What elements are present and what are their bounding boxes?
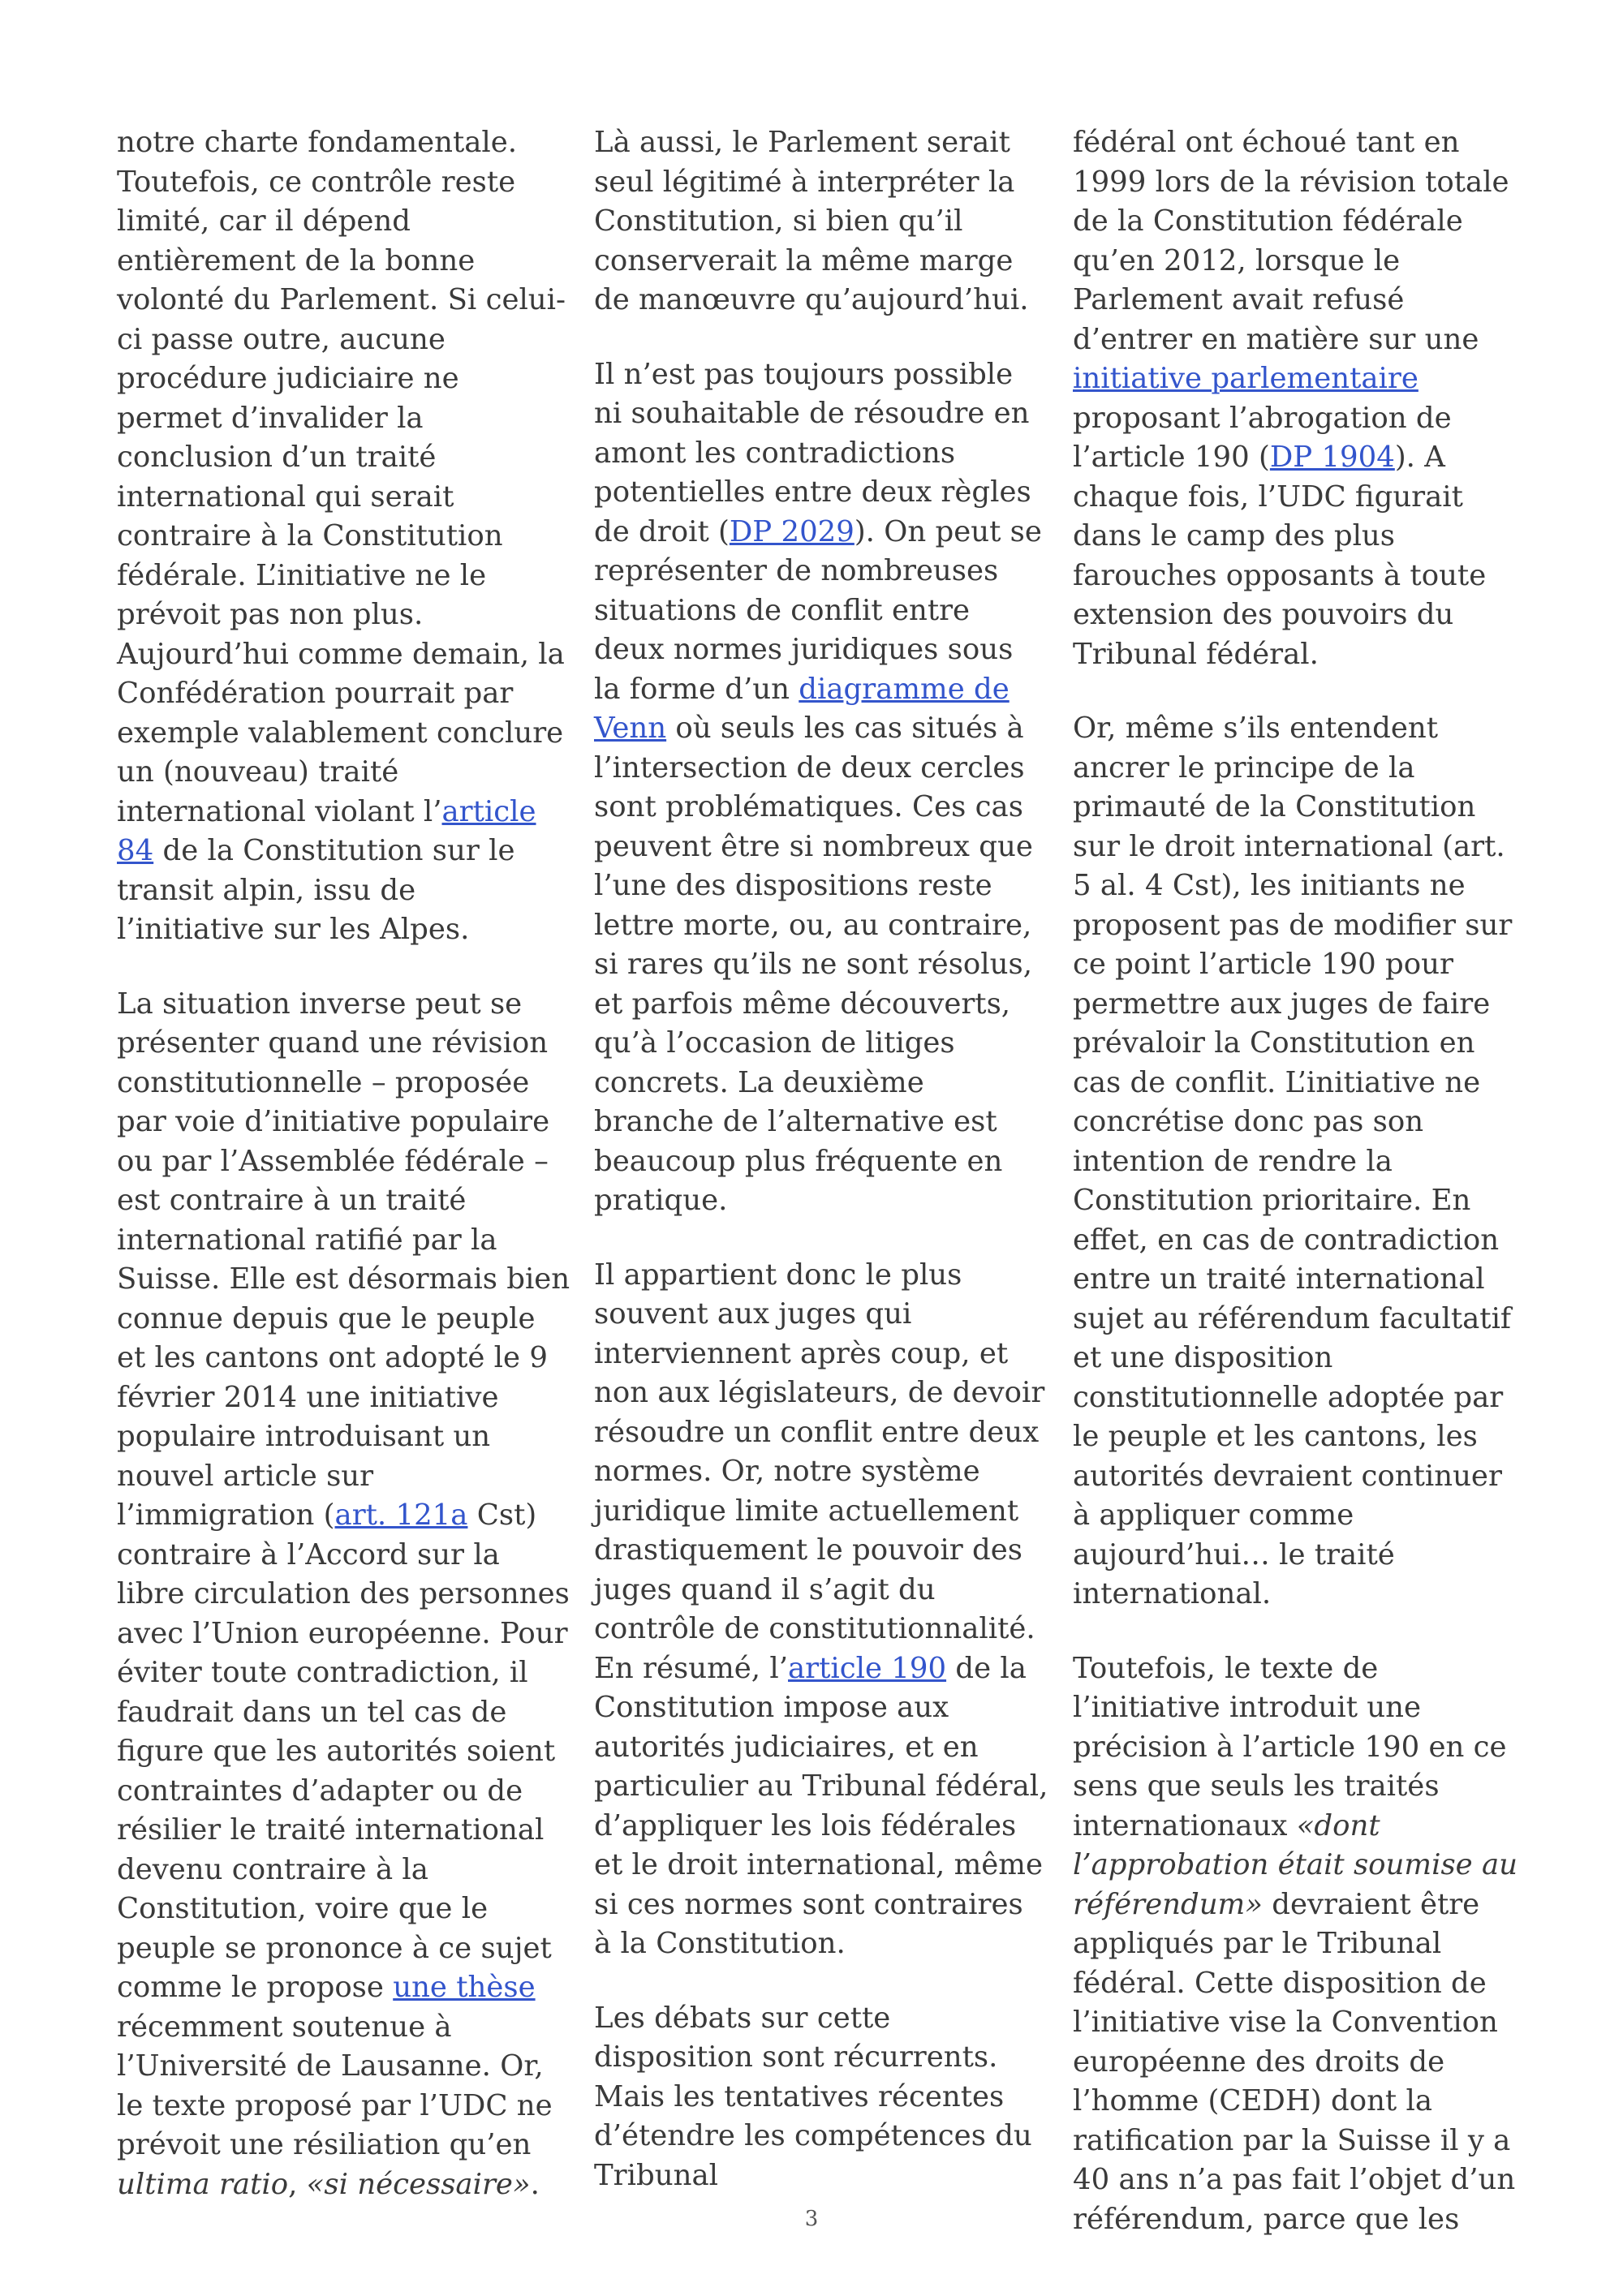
paragraph	[1073, 709, 1527, 1615]
text-column-3	[1073, 123, 1527, 2274]
text-run: notre charte fondamentale. Toutefois, ce contrôle reste limité, car il dépend entièrement de la bonne volonté du Parlement. Si celui-ci passe outre, aucune procédure judiciaire ne permet d’invalider la conclusion d’un traité international qui serait contraire à la Constitution fédérale. L’initiative ne le prévoit pas non plus. Aujourd’hui comme demain, la Confédération pourrait par exemple valablement conclure un (nouveau) traité international violant l’	[117, 126, 566, 828]
inline-link[interactable]: DP 2029	[729, 514, 855, 548]
text-run: où seuls les cas situés à l’intersection de deux cercles sont problématiques. Ces cas peuvent être si nombreux que l’une des dispositions reste lettre morte, ou, au contraire, si rares qu’ils ne sont résolus, et parfois même découverts, qu’à l’occasion de litiges concrets. La deuxième branche de l’alternative est beaucoup plus fréquente en pratique.	[594, 712, 1033, 1217]
text-run: Toutefois, le texte de l’initiative introduit une précision à l’article 190 en ce sens que seuls les traités internationaux	[1073, 1651, 1507, 1842]
page-number: 3	[804, 2207, 819, 2231]
paragraph	[594, 1256, 1048, 1964]
text-run: ). On peut se représenter de nombreuses situations de conflit entre deux normes juridiques sous la forme d’un	[594, 514, 1042, 706]
text-run: Il n’est pas toujours possible ni souhaitable de résoudre en amont les contradictions potentielles entre deux règles de droit (	[594, 357, 1031, 548]
text-run: Là aussi, le Parlement serait seul légitimé à interpréter la Constitution, si bien qu’il conserverait la même marge de manœuvre qu’aujourd’hui.	[594, 126, 1029, 316]
text-run: proposant l’abrogation de l’article 190 (	[1073, 401, 1452, 474]
inline-link[interactable]: initiative parlementaire	[1073, 362, 1419, 395]
text-run: fédéral ont échoué tant en 1999 lors de la révision totale de la Constitution fédérale qu’en 2012, lorsque le Parlement avait refusé d’entrer en matière sur une	[1073, 126, 1509, 356]
paragraph	[1073, 1649, 1527, 2240]
text-run: Or, même s’ils entendent ancrer le principe de la primauté de la Constitution sur le droit international (art. 5 al. 4 Cst), les initiants ne proposent pas de modifier sur ce point l’article 190 pour permettre aux juges de faire prévaloir la Constitution en cas de conflit. L’initiative ne concrétise donc pas son intention de rendre la Constitution prioritaire. En effet, en cas de contradiction entre un traité international sujet au référendum facultatif et une disposition constitutionnelle adoptée par le peuple et les cantons, les autorités devraient continuer à appliquer comme aujourd’hui… le traité international.	[1073, 712, 1513, 1610]
text-run: devraient être appliqués par le Tribunal fédéral. Cette disposition de l’initiative vise la Convention européenne des droits de l’homme (CEDH) dont la ratification par la Suisse il y a 40 ans n’a pas fait l’objet d’un référendum, parce que les	[1073, 1887, 1516, 2236]
text-run: ). A chaque fois, l’UDC figurait dans le camp des plus farouches opposants à toute extension des pouvoirs du Tribunal fédéral.	[1073, 441, 1487, 671]
text-run: de la Constitution impose aux autorités judiciaires, et en particulier au Tribunal fédéral, d’appliquer les lois fédérales et le droit international, même si ces normes sont contraires à la Constitution.	[594, 1651, 1048, 1960]
italic-text: ultima ratio	[117, 2167, 289, 2201]
paragraph	[117, 123, 571, 950]
text-run: Cst) contraire à l’Accord sur la libre circulation des personnes avec l’Union européenne. Pour éviter toute contradiction, il faudrait dans un tel cas de figure que les autorités soient contraintes d’adapter ou de résilier le traité international devenu contraire à la Constitution, voire que le peuple se prononce à ce sujet comme le propose	[117, 1498, 570, 2004]
text-run: La situation inverse peut se présenter quand une révision constitutionnelle – proposée par voie d’initiative populaire ou par l’Assemblée fédérale – est contraire à un traité international ratifié par la Suisse. Elle est désormais bien connue depuis que le peuple et les cantons ont adopté le 9 février 2014 une initiative populaire introduisant un nouvel article sur l’immigration (	[117, 987, 570, 1532]
italic-text: «dont l’approbation était soumise au référendum»	[1073, 1808, 1518, 1921]
paragraph	[594, 1999, 1048, 2196]
inline-link[interactable]: art. 121a	[334, 1498, 468, 1532]
text-run: de la Constitution sur le transit alpin, issu de l’initiative sur les Alpes.	[117, 834, 515, 946]
paragraph	[117, 985, 571, 2205]
paragraph	[594, 123, 1048, 320]
text-run: récemment soutenue à l’Université de Lausanne. Or, le texte proposé par l’UDC ne prévoit une résiliation qu’en	[117, 2010, 553, 2161]
text-column-2	[594, 123, 1048, 2230]
paragraph	[1073, 123, 1527, 674]
inline-link[interactable]: article 190	[788, 1651, 947, 1685]
text-column-1	[117, 123, 571, 2239]
italic-text: «si nécessaire»	[306, 2167, 531, 2201]
inline-link[interactable]: une thèse	[393, 1971, 536, 2004]
text-run: Les débats sur cette disposition sont récurrents. Mais les tentatives récentes d’étendre les compétences du Tribunal	[594, 2001, 1032, 2192]
paragraph	[594, 355, 1048, 1221]
text-run: Il appartient donc le plus souvent aux juges qui interviennent après coup, et non aux législateurs, de devoir résoudre un conflit entre deux normes. Or, notre système juridique limite actuellement drastiquement le pouvoir des juges quand il s’agit du contrôle de constitutionnalité. En résumé, l’	[594, 1258, 1045, 1685]
text-run: .	[530, 2167, 540, 2201]
inline-link[interactable]: article 84	[117, 794, 536, 867]
text-run: ,	[288, 2167, 307, 2201]
inline-link[interactable]: diagramme de Venn	[594, 672, 1010, 745]
inline-link[interactable]: DP 1904	[1269, 441, 1395, 474]
